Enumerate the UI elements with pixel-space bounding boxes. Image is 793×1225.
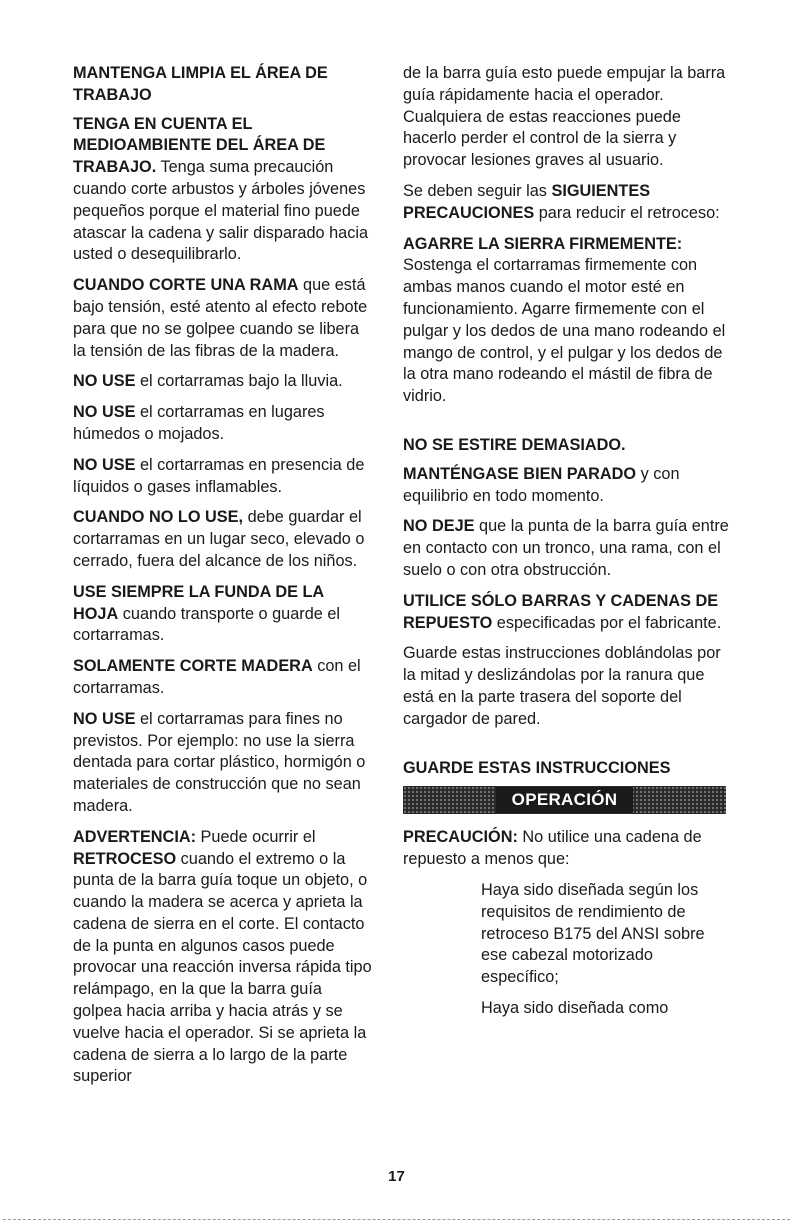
footing-bold: MANTÉNGASE BIEN PARADO	[403, 464, 637, 483]
misuse-text: el cortarramas para fines no previstos. Por ejemplo: no use la sierra dentada para cortar plástico, hormigón o materiales de construcción que no sean madera.	[73, 709, 366, 815]
precautions-text-end: para reducir el retroceso:	[534, 203, 720, 222]
precautions-bold: SIGUIENTES PRECAUCIONES	[403, 181, 651, 222]
tip-contact-bold: NO DEJE	[403, 517, 475, 536]
right-column	[403, 63, 733, 1029]
flammable-bold: NO USE	[73, 455, 136, 474]
list-item: Haya sido diseñada según los requisitos de rendimiento de retroceso B175 del ANSI sobre ese cabezal motorizado específico;	[481, 880, 705, 987]
paragraph-rain	[73, 371, 373, 393]
wet-text: el cortarramas en lugares húmedos o mojados.	[73, 403, 325, 443]
kickback-bold: RETROCESO	[73, 849, 177, 868]
footing-text: y con equilibrio en todo momento.	[403, 464, 680, 505]
paragraph-store-instructions: Guarde estas instrucciones doblándolas por la mitad y deslizándolas por la ranura que está en la parte trasera del soporte del cargador de pared.	[403, 644, 721, 728]
branch-text: que está bajo tensión, esté atento al efecto rebote para que no se golpee cuando se libera la tensión de las fibras de la madera.	[73, 276, 368, 360]
warning-text: Puede ocurrir el	[196, 827, 316, 846]
paragraph-misuse	[73, 709, 373, 818]
flammable-text: el cortarramas en presencia de líquidos o gases inflamables.	[73, 455, 365, 496]
list-item: Haya sido diseñada como	[481, 998, 669, 1017]
blade-cover-bold: USE SIEMPRE LA FUNDA DE LA HOJA	[73, 582, 324, 623]
paragraph-wood-only	[73, 656, 373, 700]
operation-section-title: OPERACIÓN	[496, 787, 634, 813]
heading-do-not-overreach: NO SE ESTIRE DEMASIADO.	[403, 435, 626, 454]
page-number: 17	[388, 1168, 405, 1185]
paragraph-blade-cover	[73, 582, 373, 647]
caution-bold: PRECAUCIÓN:	[403, 828, 518, 847]
warning-text-continued: cuando el extremo o la punta de la barra guía toque un objeto, o cuando la madera se acerca y aprieta la cadena de sierra en el corte. El contacto de la punta en algunos casos puede provocar una reacción inversa rápida tipo relámpago, en la que la barra guía golpea hacia arriba y hacia atrás y se vuelve hacia el operador. Si se aprieta la cadena de sierra a lo largo de la parte superior	[73, 849, 372, 1086]
replacement-parts-text: especificadas por el fabricante.	[492, 613, 722, 632]
paragraph-wet	[73, 402, 373, 446]
left-column	[73, 63, 373, 1097]
page-bottom-rule	[3, 1219, 790, 1220]
misuse-bold: NO USE	[73, 709, 136, 728]
tip-contact-text: que la punta de la barra guía entre en contacto con un tronco, una rama, con el suelo o con otra obstrucción.	[403, 517, 729, 579]
paragraph-replacement-parts	[403, 591, 733, 635]
paragraph-branch	[73, 275, 373, 362]
wood-only-text: con el cortarramas.	[73, 657, 361, 697]
storage-bold: CUANDO NO LO USE,	[73, 508, 244, 527]
paragraph-continuation: de la barra guía esto puede empujar la barra guía rápidamente hacia el operador. Cualquiera de estas reacciones puede hacerlo perder el control de la sierra y provocar lesiones graves al usuario.	[403, 64, 726, 170]
paragraph-storage	[73, 507, 373, 572]
grip-bold: AGARRE LA SIERRA FIRMEMENTE:	[403, 234, 683, 253]
paragraph-tip-contact	[403, 516, 733, 581]
caution-text: No utilice una cadena de repuesto a menos que:	[403, 828, 702, 869]
heading-save-instructions: GUARDE ESTAS INSTRUCCIONES	[403, 758, 671, 777]
storage-text: debe guardar el cortarramas en un lugar seco, elevado o cerrado, fuera del alcance de los niños.	[73, 508, 365, 570]
environment-bold: TENGA EN CUENTA EL MEDIOAMBIENTE DEL ÁREA DE TRABAJO.	[73, 114, 326, 177]
rain-text: el cortarramas bajo la lluvia.	[135, 372, 343, 391]
environment-text: Tenga suma precaución cuando corte arbustos y árboles jóvenes pequeños porque el material fino puede atascar la cadena y salir disparado hacia usted o desequilibrarlo.	[73, 158, 369, 264]
paragraph-grip	[403, 234, 733, 408]
paragraph-environment	[73, 114, 373, 267]
wood-only-bold: SOLAMENTE CORTE MADERA	[73, 657, 313, 676]
rain-bold: NO USE	[73, 372, 136, 391]
warning-bold: ADVERTENCIA:	[73, 827, 197, 846]
paragraph-caution	[403, 827, 733, 871]
paragraph-flammable	[73, 455, 373, 499]
operation-section-banner	[403, 786, 726, 814]
paragraph-warning	[73, 827, 373, 1089]
heading-keep-area-clean: MANTENGA LIMPIA EL ÁREA DE TRABAJO	[73, 64, 328, 104]
paragraph-precautions	[403, 181, 733, 225]
branch-bold: CUANDO CORTE UNA RAMA	[73, 276, 299, 295]
blade-cover-text: cuando transporte o guarde el cortarramas.	[73, 604, 341, 645]
grip-text: Sostenga el cortarramas firmemente con ambas manos cuando el motor esté en funcionamiento. Agarre firmemente con el pulgar y los dedos de una mano rodeando el mango de control, y el pulgar y los dedos de la otra mano rodeando el mástil de fibra de vidrio.	[403, 256, 726, 406]
wet-bold: NO USE	[73, 403, 136, 422]
replacement-parts-bold: UTILICE SÓLO BARRAS Y CADENAS DE REPUESTO	[403, 591, 719, 632]
paragraph-footing	[403, 464, 733, 508]
precautions-text: Se deben seguir las	[403, 181, 552, 200]
